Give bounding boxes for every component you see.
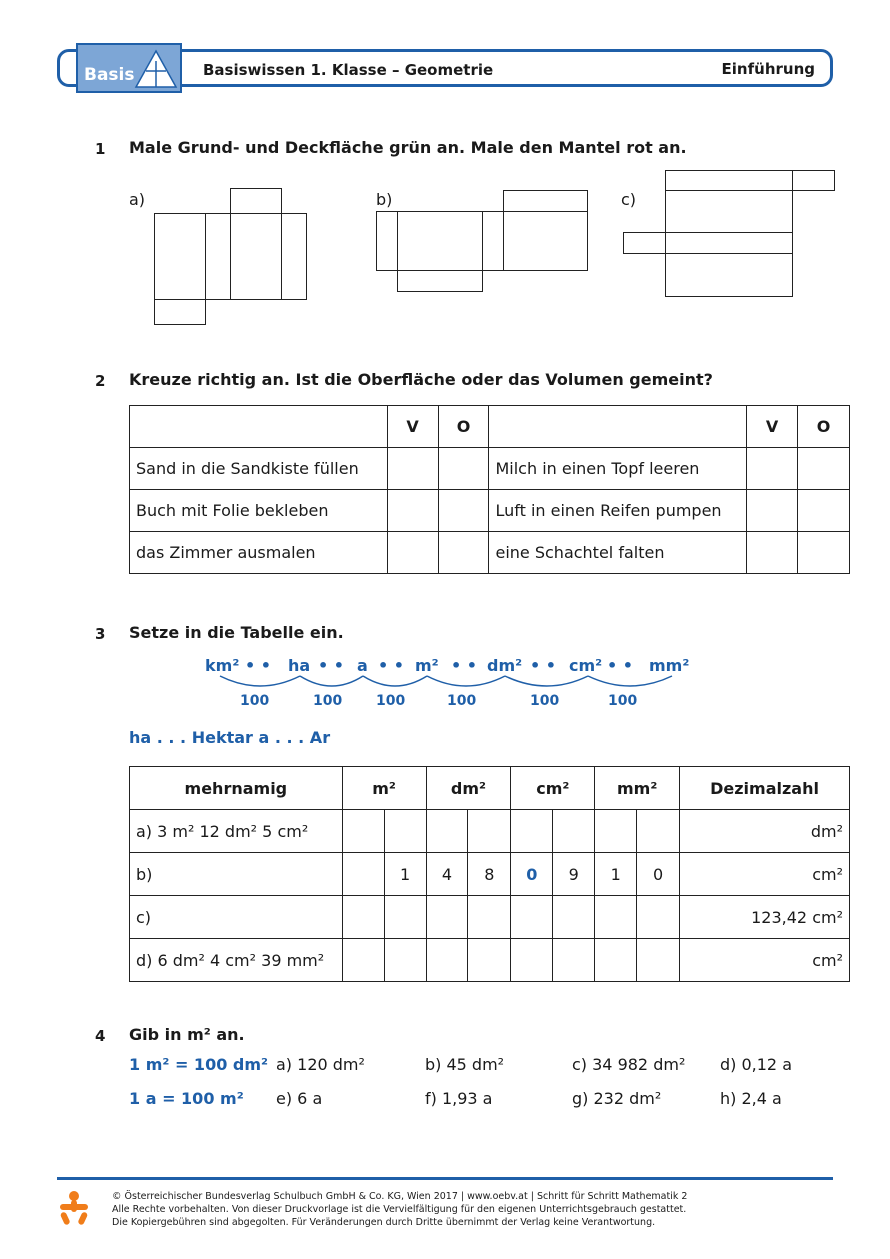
header-blank xyxy=(489,406,747,448)
unit-note: ha . . . Hektar a . . . Ar xyxy=(129,728,331,747)
checkbox-cell[interactable] xyxy=(438,448,489,490)
net-face[interactable] xyxy=(397,270,483,292)
decimal-cell[interactable]: cm² xyxy=(680,853,850,896)
table-row xyxy=(130,490,850,532)
net-label-b: b) xyxy=(376,190,393,209)
factor: 100 xyxy=(447,693,477,709)
digit-cell[interactable] xyxy=(342,939,384,982)
unit: a xyxy=(357,656,368,675)
digit-cell[interactable] xyxy=(468,939,511,982)
task-number: 1 xyxy=(95,140,106,158)
exercise-item: a) 120 dm² xyxy=(276,1055,365,1074)
net-face[interactable] xyxy=(792,170,835,191)
net-label-c: c) xyxy=(621,190,637,209)
checkbox-cell[interactable] xyxy=(798,490,850,532)
task-instruction: Male Grund- und Deckfläche grün an. Male den Mantel rot an. xyxy=(129,138,687,157)
factor: 100 xyxy=(376,693,406,709)
factor: 100 xyxy=(240,693,270,709)
digit-cell[interactable] xyxy=(637,896,680,939)
footer-divider xyxy=(57,1177,833,1180)
page-title: Basiswissen 1. Klasse – Geometrie xyxy=(203,61,494,79)
dots: • • xyxy=(530,656,557,675)
checkbox-cell[interactable] xyxy=(387,532,438,574)
digit-cell[interactable] xyxy=(384,939,426,982)
volume-surface-table xyxy=(129,405,850,574)
digit-cell[interactable]: 8 xyxy=(468,853,511,896)
task-instruction: Gib in m² an. xyxy=(129,1025,245,1044)
rule-a-m2: 1 a = 100 m² xyxy=(129,1089,244,1108)
dots: • • xyxy=(451,656,478,675)
unit: m² xyxy=(415,656,439,675)
header-cm2: cm² xyxy=(511,767,595,810)
copyright-notice xyxy=(112,1190,687,1229)
net-label-a: a) xyxy=(129,190,146,209)
section-label: Einführung xyxy=(721,60,815,78)
col-v: V xyxy=(747,406,798,448)
digit-cell[interactable] xyxy=(553,810,595,853)
row-label: a) 3 m² 12 dm² 5 cm² xyxy=(130,810,343,853)
factor: 100 xyxy=(608,693,638,709)
unit: cm² xyxy=(569,656,603,675)
triangle-logo-icon xyxy=(134,49,178,89)
table-row xyxy=(130,939,850,982)
header-blank xyxy=(130,406,388,448)
header-mehrnamig: mehrnamig xyxy=(130,767,343,810)
checkbox-cell[interactable] xyxy=(438,532,489,574)
digit-cell[interactable] xyxy=(637,810,680,853)
digit-cell[interactable] xyxy=(384,810,426,853)
digit-cell[interactable] xyxy=(468,810,511,853)
checkbox-cell[interactable] xyxy=(438,490,489,532)
statement: das Zimmer ausmalen xyxy=(130,532,388,574)
net-face[interactable] xyxy=(154,299,206,325)
header-m2: m² xyxy=(342,767,426,810)
digit-cell[interactable] xyxy=(511,939,553,982)
digit-cell[interactable] xyxy=(637,939,680,982)
digit-cell[interactable]: 0 xyxy=(637,853,680,896)
conversion-table xyxy=(129,766,850,982)
factor: 100 xyxy=(313,693,343,709)
digit-cell[interactable]: 1 xyxy=(595,853,637,896)
header-dezimalzahl: Dezimalzahl xyxy=(680,767,850,810)
task-instruction: Setze in die Tabelle ein. xyxy=(129,623,344,642)
checkbox-cell[interactable] xyxy=(387,448,438,490)
col-v: V xyxy=(387,406,438,448)
net-face[interactable] xyxy=(503,211,588,271)
digit-cell[interactable] xyxy=(342,810,384,853)
dots: • • xyxy=(318,656,345,675)
header-mm2: mm² xyxy=(595,767,680,810)
unit: dm² xyxy=(487,656,523,675)
logo-text: Basis xyxy=(84,65,135,85)
net-face[interactable] xyxy=(665,190,793,233)
checkbox-cell[interactable] xyxy=(387,490,438,532)
net-face[interactable] xyxy=(230,188,282,214)
statement: eine Schachtel falten xyxy=(489,532,747,574)
digit-cell[interactable] xyxy=(384,896,426,939)
row-label: d) 6 dm² 4 cm² 39 mm² xyxy=(130,939,343,982)
net-face[interactable] xyxy=(281,213,307,300)
net-face[interactable] xyxy=(397,211,483,271)
digit-cell[interactable]: 4 xyxy=(426,853,468,896)
publisher-logo-icon xyxy=(56,1190,92,1226)
table-row xyxy=(130,853,850,896)
checkbox-cell[interactable] xyxy=(747,532,798,574)
col-o: O xyxy=(798,406,850,448)
checkbox-cell[interactable] xyxy=(798,448,850,490)
row-label: c) xyxy=(130,896,343,939)
digit-cell[interactable] xyxy=(426,896,468,939)
net-face[interactable] xyxy=(230,213,282,300)
statement: Buch mit Folie bekleben xyxy=(130,490,388,532)
table-row xyxy=(130,532,850,574)
table-row xyxy=(130,810,850,853)
row-label: b) xyxy=(130,853,343,896)
dots: • • xyxy=(245,656,272,675)
digit-cell[interactable] xyxy=(426,810,468,853)
net-face[interactable] xyxy=(503,190,588,212)
checkbox-cell[interactable] xyxy=(798,532,850,574)
checkbox-cell[interactable] xyxy=(747,490,798,532)
net-face[interactable] xyxy=(665,170,793,191)
task-number: 4 xyxy=(95,1027,106,1045)
footer-line: Alle Rechte vorbehalten. Von dieser Druckvorlage ist die Vervielfältigung für den eigenen Unterrichtsgebrauch gestattet. xyxy=(112,1204,687,1215)
digit-cell[interactable] xyxy=(342,853,384,896)
net-face[interactable] xyxy=(623,232,666,254)
unit: km² xyxy=(205,656,240,675)
basis-logo xyxy=(76,43,182,93)
exercise-item: b) 45 dm² xyxy=(425,1055,505,1074)
net-face[interactable] xyxy=(154,213,206,300)
decimal-cell[interactable]: dm² xyxy=(680,810,850,853)
exercise-item: c) 34 982 dm² xyxy=(572,1055,686,1074)
checkbox-cell[interactable] xyxy=(747,448,798,490)
col-o: O xyxy=(438,406,489,448)
net-face[interactable] xyxy=(665,253,793,297)
table-row xyxy=(130,896,850,939)
digit-cell[interactable]: 0 xyxy=(511,853,553,896)
statement: Milch in einen Topf leeren xyxy=(489,448,747,490)
statement: Luft in einen Reifen pumpen xyxy=(489,490,747,532)
digit-cell[interactable] xyxy=(595,939,637,982)
task-instruction: Kreuze richtig an. Ist die Oberfläche oder das Volumen gemeint? xyxy=(129,370,713,389)
digit-cell[interactable] xyxy=(511,896,553,939)
footer-line: © Österreichischer Bundesverlag Schulbuch GmbH & Co. KG, Wien 2017 | www.oebv.at | Schritt für Schritt Mathematik 2 xyxy=(112,1191,688,1202)
rule-m2-dm2: 1 m² = 100 dm² xyxy=(129,1055,269,1074)
exercise-item: f) 1,93 a xyxy=(425,1089,493,1108)
table-row xyxy=(130,448,850,490)
net-face[interactable] xyxy=(482,211,504,271)
task-number: 3 xyxy=(95,625,106,643)
digit-cell[interactable] xyxy=(595,810,637,853)
digit-cell[interactable] xyxy=(426,939,468,982)
factor-row xyxy=(205,693,695,713)
exercise-item: d) 0,12 a xyxy=(720,1055,792,1074)
exercise-item: h) 2,4 a xyxy=(720,1089,782,1108)
digit-cell[interactable]: 1 xyxy=(384,853,426,896)
exercise-item: g) 232 dm² xyxy=(572,1089,662,1108)
exercise-item: e) 6 a xyxy=(276,1089,323,1108)
digit-cell[interactable] xyxy=(511,810,553,853)
digit-cell[interactable] xyxy=(468,896,511,939)
task-number: 2 xyxy=(95,372,106,390)
header-dm2: dm² xyxy=(426,767,511,810)
net-face[interactable] xyxy=(376,211,398,271)
factor: 100 xyxy=(530,693,560,709)
decimal-cell[interactable]: 123,42 cm² xyxy=(680,896,850,939)
digit-cell[interactable] xyxy=(553,896,595,939)
digit-cell[interactable]: 9 xyxy=(553,853,595,896)
digit-cell[interactable] xyxy=(553,939,595,982)
net-face[interactable] xyxy=(665,232,793,254)
unit: ha xyxy=(288,656,311,675)
dots: • • xyxy=(607,656,634,675)
footer-line: Die Kopiergebühren sind abgegolten. Für Veränderungen durch Dritte übernimmt der Verlag keine Verantwortung. xyxy=(112,1217,656,1228)
digit-cell[interactable] xyxy=(342,896,384,939)
dots: • • xyxy=(378,656,405,675)
net-face[interactable] xyxy=(205,213,231,300)
statement: Sand in die Sandkiste füllen xyxy=(130,448,388,490)
decimal-cell[interactable]: cm² xyxy=(680,939,850,982)
digit-cell[interactable] xyxy=(595,896,637,939)
unit: mm² xyxy=(649,656,690,675)
